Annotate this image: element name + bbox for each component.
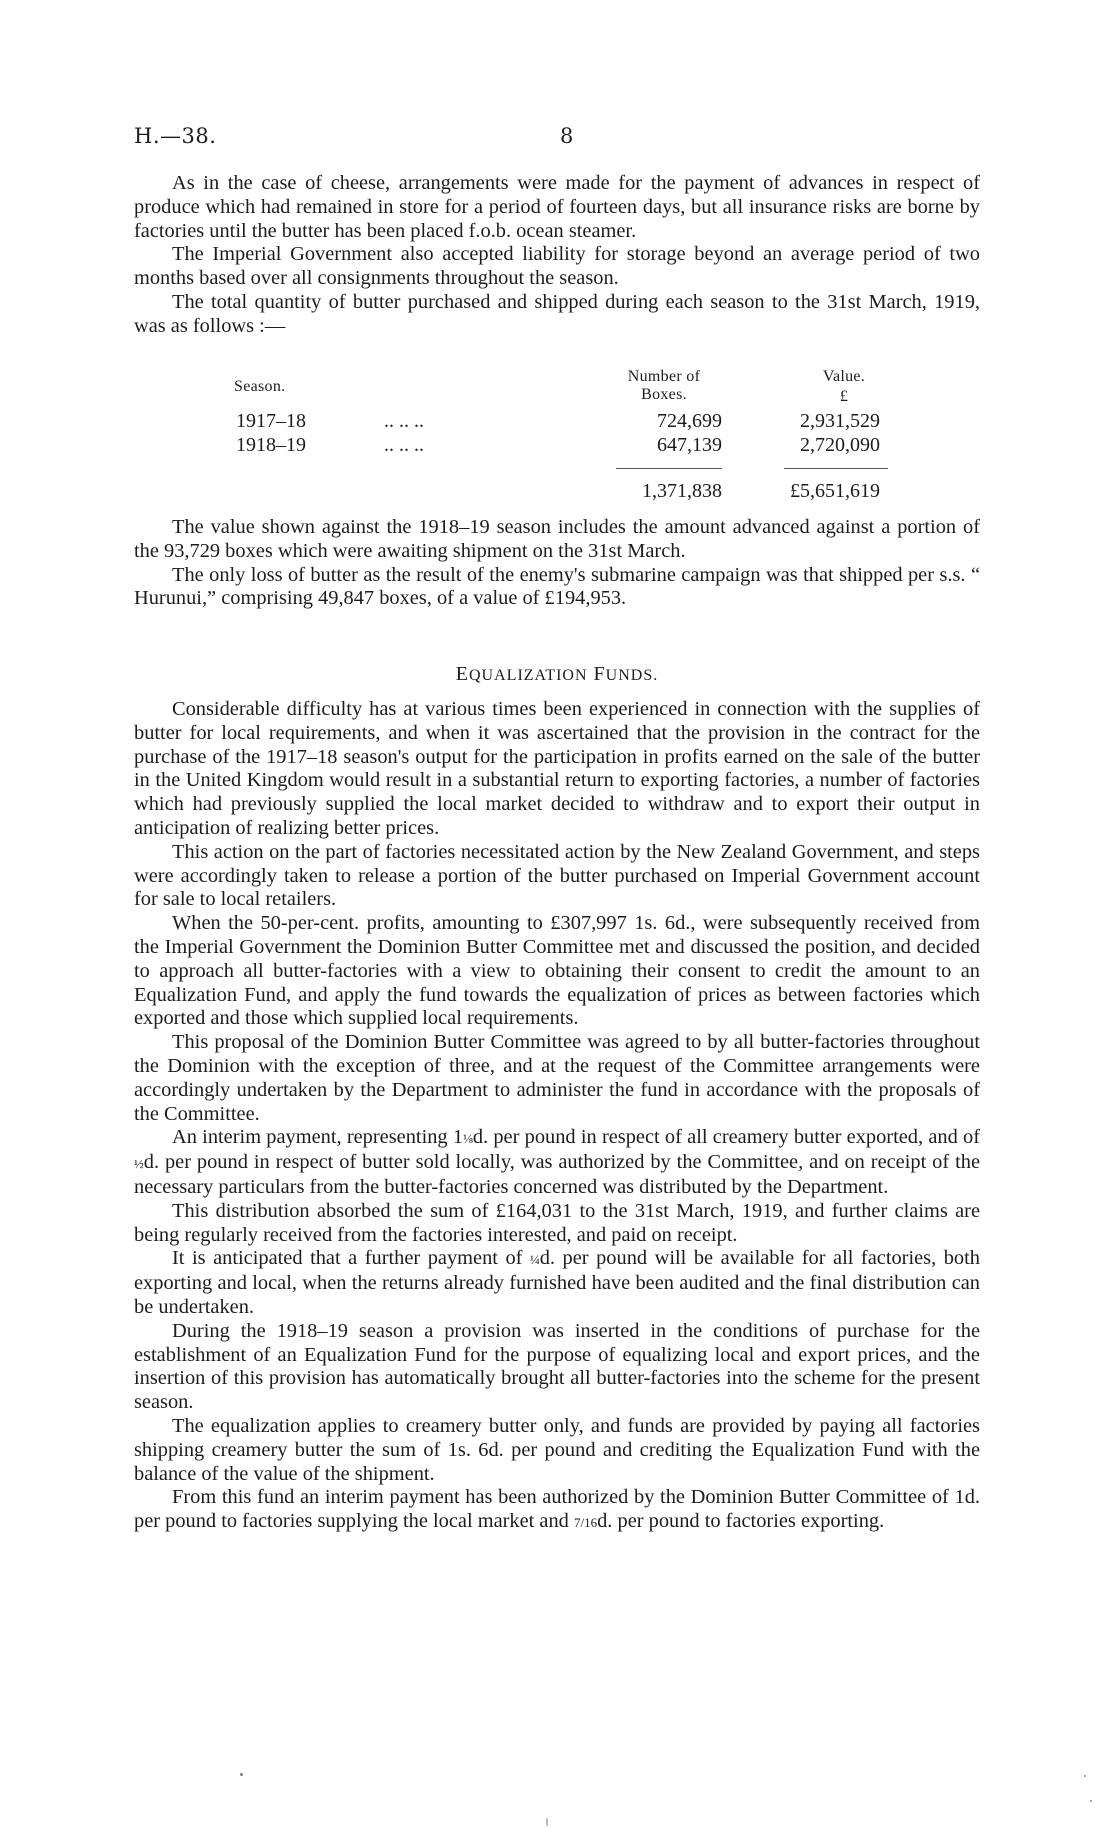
table-cell-season: 1917–18	[236, 410, 306, 432]
equalization-funds-text	[134, 698, 980, 1535]
page-number: 8	[560, 124, 574, 148]
after-table-text	[134, 516, 980, 611]
total-rule-value	[784, 468, 888, 469]
intro-text	[134, 172, 980, 339]
table-cell-value: 2,931,529	[800, 410, 880, 432]
dot-leaders: .. .. ..	[384, 410, 424, 432]
paragraph-final: From this fund an interim payment has been authorized by the Dominion Butter Committee of 1d. per pound to factories supplying the local market and 7/16d. per pound to factories exporting.	[134, 1486, 980, 1533]
table-cell-value: 2,720,090	[800, 434, 880, 456]
paragraph-further-payment: It is anticipated that a further payment of ¼d. per pound will be available for all factories, both exporting and local, when the returns already furnished have been audited and the final distribution can be undertaken.	[134, 1247, 980, 1318]
paragraph: The total quantity of butter purchased and shipped during each season to the 31st March, 1919, was as follows :—	[134, 290, 980, 337]
scan-speck	[240, 1773, 243, 1776]
paragraph: During the 1918–19 season a provision was inserted in the conditions of purchase for the establishment of an Equalization Fund for the purpose of equalizing local and export prices, and the insertion of this provision has automatically brought all butter-factories into the scheme for the present season.	[134, 1319, 980, 1414]
fraction: ¼	[529, 1252, 540, 1268]
column-header-value: Value.	[822, 368, 866, 385]
scan-speck	[1084, 1775, 1086, 1777]
paragraph: This distribution absorbed the sum of £164,031 to the 31st March, 1919, and further claims are being regularly received from the factories interested, and paid on receipt.	[134, 1199, 980, 1246]
document-reference: H.—38.	[134, 124, 217, 148]
heading-rest: UNDS.	[605, 667, 659, 684]
table-cell-boxes: 724,699	[657, 410, 722, 432]
section-heading-equalization-funds	[134, 663, 980, 686]
fraction: 7/16	[573, 1515, 598, 1531]
paragraph-interim-payment: An interim payment, representing 1⅛d. per pound in respect of all creamery butter exported, and of ½d. per pound in respect of butter sold locally, was authorized by the Committee, and on receipt of the necessary particulars from the butter-factories concerned was distributed by the Department.	[134, 1126, 980, 1198]
paragraph: The value shown against the 1918–19 season includes the amount advanced against a portion of the 93,729 boxes which were awaiting shipment on the 31st March.	[134, 516, 980, 562]
table-cell-boxes: 647,139	[657, 434, 722, 456]
butter-shipment-table	[134, 368, 980, 508]
paragraph: Considerable difficulty has at various times been experienced in connection with the supplies of butter for local requirements, and when it was ascertained that the provision in the contract for the purchase of the 1917–18 season's output for the participation in profits earned on the sale of the butter in the United Kingdom would result in a substantial return to exporting factories, a number of factories which had previously supplied the local market decided to withdraw and to export their output in anticipation of realizing better prices.	[134, 698, 980, 839]
value-unit: £	[839, 388, 849, 405]
paragraph: As in the case of cheese, arrangements were made for the payment of advances in respect of produce which had remained in store for a period of fourteen days, but all insurance risks are borne by factories until the butter has been placed f.o.b. ocean steamer.	[134, 172, 980, 242]
heading-rest: QUALIZATION	[469, 667, 588, 684]
paragraph: When the 50-per-cent. profits, amounting to £307,997 1s. 6d., were subsequently received from the Imperial Government the Dominion Butter Committee met and discussed the position, and decided to approach all butter-factories with a view to obtaining their consent to credit the amount to an Equalization Fund, and apply the fund towards the equalization of prices as between factories which exported and those which supplied local requirements.	[134, 912, 980, 1030]
column-header-season: Season.	[234, 378, 286, 395]
total-rule-boxes	[616, 468, 722, 469]
paragraph: The Imperial Government also accepted liability for storage beyond an average period of two months based over all consignments throughout the season.	[134, 243, 980, 290]
table-total-boxes: 1,371,838	[642, 480, 722, 502]
paragraph: The only loss of butter as the result of the enemy's submarine campaign was that shipped per s.s. “ Hurunui,” comprising 49,847 boxes, of a value of £194,953.	[134, 563, 980, 610]
table-cell-season: 1918–19	[236, 434, 306, 456]
scan-speck	[546, 1818, 548, 1826]
page-header	[134, 124, 980, 154]
fraction: ½	[134, 1156, 144, 1172]
scan-speck	[1090, 1800, 1092, 1802]
fraction: ⅛	[463, 1131, 473, 1147]
paragraph: This proposal of the Dominion Butter Committee was agreed to by all butter-factories throughout the Dominion with the exception of three, and at the request of the Committee arrangements were accordingly undertaken by the Department to administer the fund in accordance with the proposals of the Committee.	[134, 1031, 980, 1125]
paragraph: The equalization applies to creamery butter only, and funds are provided by paying all factories shipping creamery butter the sum of 1s. 6d. per pound and crediting the Equalization Fund with the balance of the value of the shipment.	[134, 1414, 980, 1485]
table-total-value: £5,651,619	[790, 480, 880, 502]
heading-initial: E	[455, 663, 469, 685]
heading-initial: F	[593, 663, 606, 685]
column-header-boxes: Number of Boxes.	[627, 368, 701, 403]
paragraph: This action on the part of factories necessitated action by the New Zealand Government, and steps were accordingly taken to release a portion of the butter purchased on Imperial Government account for sale to local retailers.	[134, 840, 980, 911]
dot-leaders: .. .. ..	[384, 434, 424, 456]
